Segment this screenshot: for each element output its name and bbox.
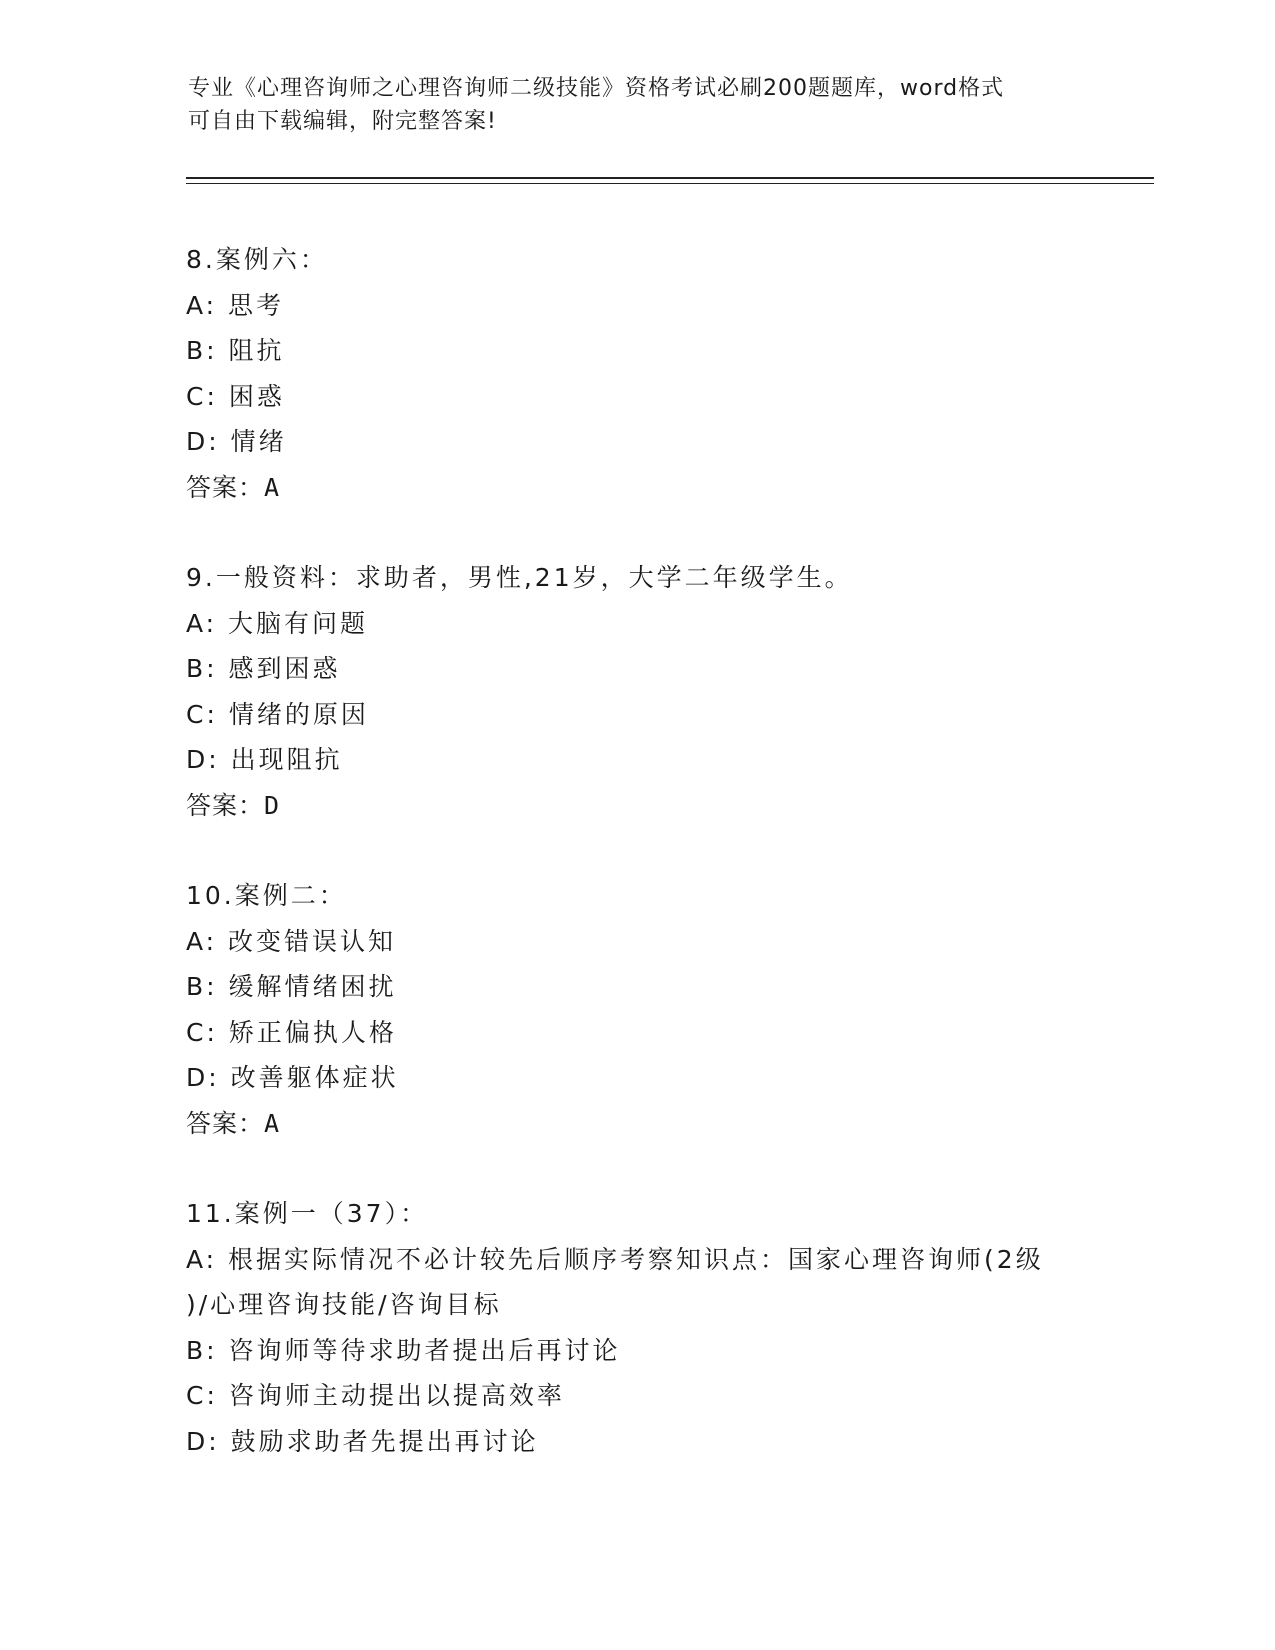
option-c: C: 困惑: [186, 381, 285, 411]
question-11: [186, 1191, 1116, 1464]
option-b: B: 阻抗: [186, 336, 285, 365]
answer: 答案：A: [186, 1108, 281, 1138]
question-title: 8.案例六：: [186, 245, 328, 274]
question-9: [186, 555, 1116, 828]
spacer: [186, 828, 1116, 873]
question-10: [186, 873, 1116, 1146]
question-title: 11.案例一（37）：: [186, 1199, 429, 1228]
header-divider-thick: [186, 177, 1154, 179]
answer: 答案：A: [186, 472, 281, 502]
option-d: D: 出现阻抗: [186, 745, 343, 774]
question-title: 9.一般资料：求助者，男性,21岁，大学二年级学生。: [186, 563, 853, 592]
answer: 答案：D: [186, 790, 281, 820]
option-b: B: 感到困惑: [186, 654, 341, 683]
question-8: [186, 237, 1116, 510]
document-header: [188, 72, 1088, 138]
option-a: A: 改变错误认知: [186, 926, 397, 956]
header-line-1: 专业《心理咨询师之心理咨询师二级技能》资格考试必刷200题题库，word格式: [188, 76, 1005, 101]
option-d: D: 情绪: [186, 427, 287, 456]
option-a: A: 思考: [186, 290, 285, 320]
option-a: A: 大脑有问题: [186, 608, 369, 638]
option-c: C: 情绪的原因: [186, 699, 369, 729]
header-line-2: 可自由下载编辑，附完整答案!: [188, 109, 497, 134]
option-b: B: 咨询师等待求助者提出后再讨论: [186, 1335, 621, 1365]
option-d: D: 改善躯体症状: [186, 1063, 399, 1092]
option-c: C: 矫正偏执人格: [186, 1017, 397, 1047]
question-title: 10.案例二：: [186, 881, 347, 910]
option-d: D: 鼓励求助者先提出再讨论: [186, 1426, 539, 1456]
question-list: [186, 237, 1116, 1464]
option-b: B: 缓解情绪困扰: [186, 972, 397, 1001]
option-a: A: 根据实际情况不必计较先后顺序考察知识点：国家心理咨询师(2级: [186, 1244, 1044, 1274]
spacer: [186, 510, 1116, 555]
option-a-continued: )/心理咨询技能/咨询目标: [186, 1290, 502, 1319]
spacer: [186, 1146, 1116, 1191]
option-c: C: 咨询师主动提出以提高效率: [186, 1381, 565, 1410]
header-divider-thin: [186, 183, 1154, 184]
